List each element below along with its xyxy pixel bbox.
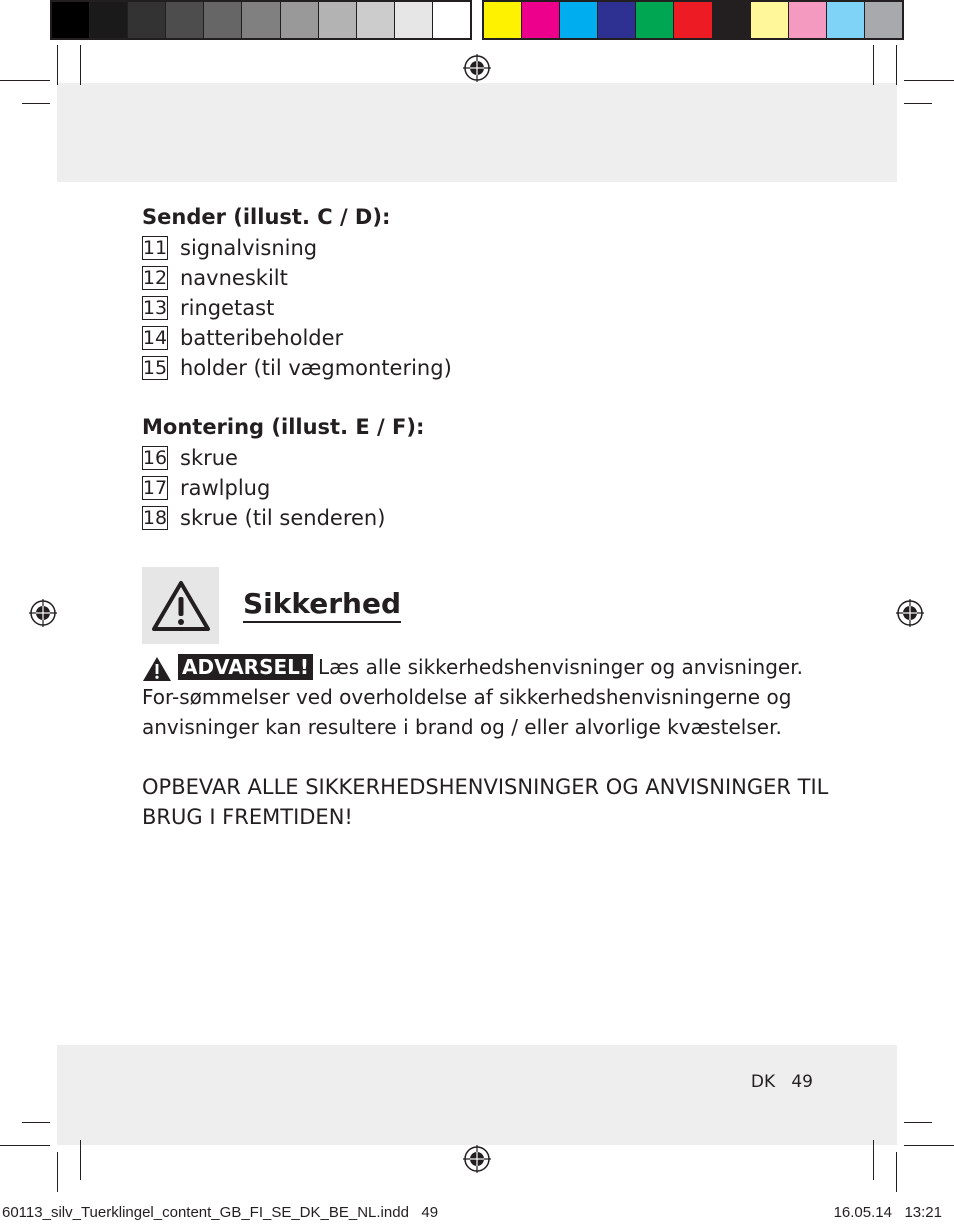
list-item [142, 353, 452, 383]
color-swatch [522, 2, 560, 38]
part-number: 13 [142, 297, 168, 319]
crop-mark [904, 103, 932, 104]
part-label: skrue [180, 446, 238, 470]
color-swatch [433, 2, 470, 38]
list-item [142, 293, 274, 323]
color-swatch [789, 2, 827, 38]
safety-title: Sikkerhed [243, 587, 401, 623]
part-number: 18 [142, 507, 168, 529]
color-swatch [713, 2, 751, 38]
storage-notice: OPBEVAR ALLE SIKKERHEDSHENVISNINGER OG ANVISNINGER TIL BRUG I FREMTIDEN! [142, 775, 829, 829]
crop-mark [904, 1145, 954, 1146]
list-item [142, 443, 238, 473]
part-number: 12 [142, 267, 168, 289]
crop-mark [57, 45, 58, 85]
part-label: batteribeholder [180, 326, 344, 350]
list-item [142, 323, 343, 353]
montering-heading: Montering (illust. E / F): [142, 415, 425, 439]
color-swatch [52, 2, 90, 38]
color-swatch [865, 2, 902, 38]
color-swatch [242, 2, 280, 38]
crop-mark [22, 1122, 50, 1123]
crop-mark [0, 80, 50, 81]
warning-paragraph [142, 652, 832, 742]
part-label: ringetast [180, 296, 275, 320]
page-language: DK [750, 1072, 776, 1092]
crop-mark [904, 1122, 932, 1123]
crop-mark [57, 1152, 58, 1192]
footer-filename: 60113_silv_Tuerklingel_content_GB_FI_SE_DK_BE_NL.indd 49 [2, 1204, 439, 1221]
part-label: skrue (til senderen) [180, 506, 386, 530]
part-label: holder (til vægmontering) [180, 356, 452, 380]
color-swatch [319, 2, 357, 38]
crop-mark [873, 45, 874, 85]
list-item [142, 473, 270, 503]
warning-text: Læs alle sikkerhedshenvisninger og anvisninger. For-sømmelser ved overholdelse af sikkerhedshenvisningerne og anvisninger kan resultere i brand og / eller alvorlige kvæstelser. [142, 655, 803, 739]
color-swatch [166, 2, 204, 38]
color-swatch [751, 2, 789, 38]
process-color-bar [482, 0, 904, 40]
part-number: 11 [142, 237, 168, 259]
grayscale-color-bar [50, 0, 472, 40]
crop-mark [80, 45, 81, 85]
part-number: 16 [142, 447, 168, 469]
list-item [142, 503, 385, 533]
warning-triangle-icon [151, 580, 211, 632]
color-swatch [674, 2, 712, 38]
sender-heading: Sender (illust. C / D): [142, 205, 391, 229]
crop-mark [80, 1140, 81, 1180]
part-number: 15 [142, 357, 168, 379]
color-swatch [281, 2, 319, 38]
registration-mark-icon [896, 599, 924, 627]
color-swatch [128, 2, 166, 38]
color-swatch [636, 2, 674, 38]
page-number [751, 1072, 813, 1092]
crop-mark [896, 1152, 897, 1192]
crop-mark [904, 80, 954, 81]
list-item [142, 233, 317, 263]
part-label: navneskilt [180, 266, 288, 290]
color-swatch [395, 2, 433, 38]
part-label: rawlplug [180, 476, 271, 500]
warning-triangle-icon [142, 656, 172, 682]
color-swatch [204, 2, 242, 38]
footer-datetime: 16.05.14 13:21 [833, 1204, 942, 1221]
crop-mark [873, 1140, 874, 1180]
color-swatch [484, 2, 522, 38]
registration-mark-icon [463, 54, 491, 82]
warning-badge: ADVARSEL! [178, 654, 313, 680]
top-gray-band [57, 83, 897, 182]
color-swatch [598, 2, 636, 38]
safety-icon-box [142, 567, 219, 644]
crop-mark [22, 103, 50, 104]
registration-mark-icon [463, 1145, 491, 1173]
registration-mark-icon [29, 599, 57, 627]
page-number-value: 49 [791, 1072, 813, 1092]
list-item [142, 263, 288, 293]
color-swatch [90, 2, 128, 38]
part-number: 14 [142, 327, 168, 349]
color-swatch [827, 2, 865, 38]
color-swatch [560, 2, 598, 38]
crop-mark [0, 1145, 50, 1146]
crop-mark [896, 45, 897, 85]
color-swatch [357, 2, 395, 38]
bottom-gray-band [57, 1045, 897, 1145]
part-label: signalvisning [180, 236, 318, 260]
part-number: 17 [142, 477, 168, 499]
